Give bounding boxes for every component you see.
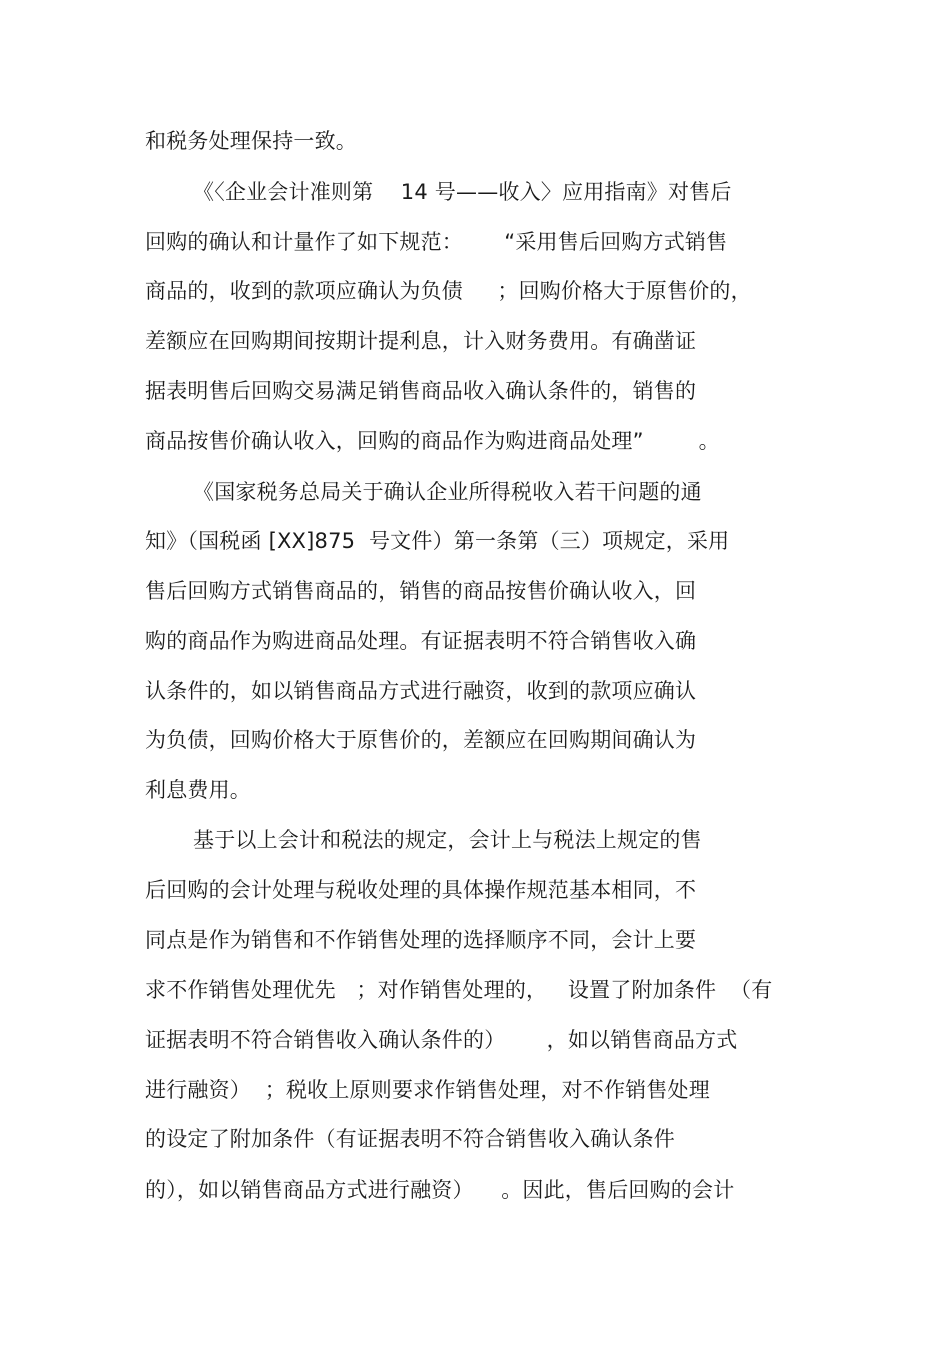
text-line: 进行融资） ；税收上原则要求作销售处理，对不作销售处理 <box>145 1078 710 1102</box>
text-line: 同点是作为销售和不作销售处理的选择顺序不同，会计上要 <box>145 928 697 952</box>
text-line: 求不作销售处理优先 ；对作销售处理的， 设置了附加条件 （有 <box>145 978 773 1002</box>
text-line: 认条件的，如以销售商品方式进行融资，收到的款项应确认 <box>145 679 697 703</box>
text-line: 售后回购方式销售商品的，销售的商品按售价确认收入，回 <box>145 579 697 603</box>
text-line: 的设定了附加条件（有证据表明不符合销售收入确认条件 <box>145 1127 675 1151</box>
text-line: 证据表明不符合销售收入确认条件的） ，如以销售商品方式 <box>145 1028 738 1052</box>
text-line: 为负债，回购价格大于原售价的，差额应在回购期间确认为 <box>145 728 697 752</box>
text-line: 《国家税务总局关于确认企业所得税收入若干问题的通 <box>193 480 702 504</box>
text-line: 差额应在回购期间按期计提利息，计入财务费用。有确凿证 <box>145 329 697 353</box>
text-line: 基于以上会计和税法的规定，会计上与税法上规定的售 <box>193 828 702 852</box>
text-line: 后回购的会计处理与税收处理的具体操作规范基本相同，不 <box>145 878 697 902</box>
text-line: 利息费用。 <box>145 778 251 802</box>
text-line: 和税务处理保持一致。 <box>145 129 357 153</box>
text-line: 据表明售后回购交易满足销售商品收入确认条件的，销售的 <box>145 379 697 403</box>
text-line: 商品按售价确认收入，回购的商品作为购进商品处理” 。 <box>145 429 720 453</box>
text-line: 知》（国税函 [XX]875 号文件）第一条第（三）项规定，采用 <box>145 529 730 553</box>
text-line: 回购的确认和计量作了如下规范： “采用售后回购方式销售 <box>145 230 728 254</box>
text-line: 《〈企业会计准则第 14 号——收入〉应用指南》对售后 <box>193 180 732 204</box>
text-line: 的），如以销售商品方式进行融资） 。因此，售后回购的会计 <box>145 1178 735 1202</box>
text-line: 商品的，收到的款项应确认为负债 ；回购价格大于原售价的， <box>145 279 752 303</box>
text-line: 购的商品作为购进商品处理。有证据表明不符合销售收入确 <box>145 629 697 653</box>
